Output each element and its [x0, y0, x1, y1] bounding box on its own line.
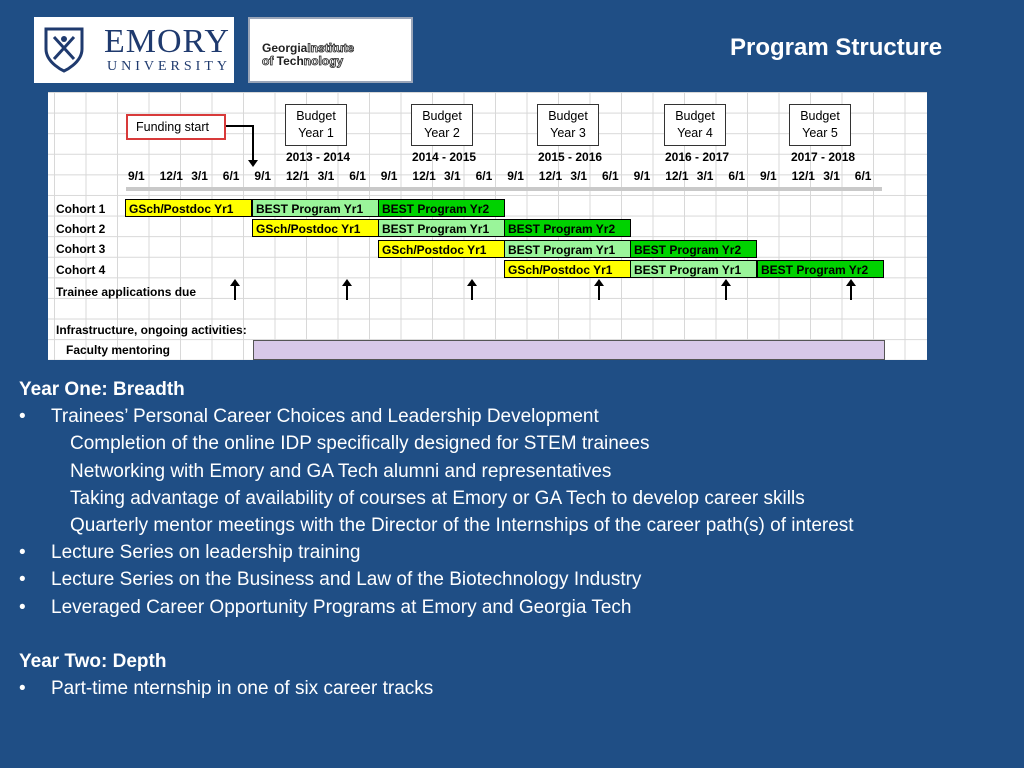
row-label-cohort-1: Cohort 1 — [56, 202, 106, 216]
cohort-3-gsch-bar: GSch/Postdoc Yr1 — [378, 240, 505, 258]
row-label-cohort-4: Cohort 4 — [56, 263, 106, 277]
cohort-4-best-yr2-bar: BEST Program Yr2 — [757, 260, 884, 278]
cohort-4-gsch-bar: GSch/Postdoc Yr1 — [504, 260, 631, 278]
cohort-1-gsch-bar: GSch/Postdoc Yr1 — [125, 199, 252, 217]
gt-logo-line1: GeorgiaInstitute — [262, 41, 355, 55]
budget-year-1-box: Budget Year 1 — [285, 104, 347, 146]
year-label: 2017 - 2018 — [791, 150, 856, 164]
faculty-mentoring-bar — [253, 340, 885, 360]
application-due-arrow-icon — [234, 284, 236, 300]
funding-start-box: Funding start — [126, 114, 226, 140]
emory-wordmark: EMORY — [104, 23, 230, 60]
bullet-item: • Lecture Series on leadership training — [19, 542, 361, 564]
timeline-tick-label: 6/1 — [349, 169, 366, 183]
timeline-axis-bar — [126, 187, 882, 191]
timeline-tick-label: 12/1 — [412, 169, 436, 183]
row-label-cohort-3: Cohort 3 — [56, 242, 106, 256]
timeline-tick-label: 12/1 — [538, 169, 563, 183]
faculty-mentoring-label: Faculty mentoring — [66, 343, 171, 357]
timeline-tick-label: 9/1 — [380, 169, 398, 183]
emory-university-logo — [34, 17, 234, 83]
timeline-tick-label: 12/1 — [791, 169, 815, 183]
bullet-item: • Trainees’ Personal Career Choices and Leadership Development — [19, 406, 599, 428]
year-label: 2015 - 2016 — [538, 150, 603, 164]
infrastructure-label: Infrastructure, ongoing activities: — [56, 323, 247, 337]
timeline-tick-label: 3/1 — [444, 169, 461, 183]
program-timeline-gantt — [48, 92, 927, 360]
year-two-heading: Year Two: Depth — [19, 651, 167, 673]
georgia-tech-logo — [248, 17, 413, 83]
timeline-tick-label: 3/1 — [823, 169, 840, 183]
cohort-4-best-yr1-bar: BEST Program Yr1 — [630, 260, 757, 278]
timeline-tick-label: 9/1 — [507, 169, 524, 183]
cohort-3-best-yr2-bar: BEST Program Yr2 — [630, 240, 757, 258]
cohort-1-best-yr1-bar: BEST Program Yr1 — [252, 199, 379, 217]
bullet-item: • Part-time nternship in one of six career tracks — [19, 678, 434, 700]
timeline-tick-label: 3/1 — [317, 169, 335, 183]
program-description — [19, 376, 1019, 702]
year-label: 2016 - 2017 — [665, 150, 730, 164]
timeline-tick-label: 6/1 — [728, 169, 746, 183]
cohort-2-best-yr1-bar: BEST Program Yr1 — [378, 219, 505, 237]
sub-item: Networking with Emory and GA Tech alumni and representatives — [70, 460, 612, 482]
budget-year-5-box: Budget Year 5 — [789, 104, 851, 146]
sub-item: Quarterly mentor meetings with the Director of the Internships of the career path(s) of interest — [70, 515, 854, 537]
cohort-2-best-yr2-bar: BEST Program Yr2 — [504, 219, 631, 237]
emory-shield-icon — [42, 25, 86, 75]
spacer — [19, 621, 1019, 648]
application-due-arrow-icon — [471, 284, 473, 300]
year-label: 2013 - 2014 — [286, 150, 351, 164]
timeline-tick-label: 3/1 — [696, 169, 714, 183]
timeline-tick-label: 3/1 — [191, 169, 208, 183]
application-due-arrow-icon — [598, 284, 600, 300]
timeline-tick-label: 6/1 — [602, 169, 619, 183]
funding-arrow-down-icon — [252, 125, 254, 161]
bullet-item: • Lecture Series on the Business and Law of the Biotechnology Industry — [19, 569, 642, 591]
timeline-tick-label: 3/1 — [570, 169, 588, 183]
application-due-arrow-icon — [850, 284, 852, 300]
timeline-tick-label: 12/1 — [159, 169, 183, 183]
timeline-tick-label: 9/1 — [633, 169, 651, 183]
emory-subtitle: UNIVERSITY — [107, 59, 231, 74]
year-one-heading: Year One: Breadth — [19, 379, 185, 400]
budget-year-4-box: Budget Year 4 — [664, 104, 726, 146]
year-label: 2014 - 2015 — [412, 150, 477, 164]
timeline-tick-label: 6/1 — [475, 169, 493, 183]
sub-item: Taking advantage of availability of courses at Emory or GA Tech to develop career skills — [70, 487, 805, 509]
timeline-tick-label: 12/1 — [665, 169, 689, 183]
budget-year-3-box: Budget Year 3 — [537, 104, 599, 146]
timeline-tick-label: 9/1 — [254, 169, 272, 183]
application-due-arrow-icon — [346, 284, 348, 300]
funding-connector-line — [226, 125, 254, 127]
timeline-tick-label: 6/1 — [854, 169, 872, 183]
cohort-1-best-yr2-bar: BEST Program Yr2 — [378, 199, 505, 217]
trainee-applications-label: Trainee applications due — [56, 285, 197, 299]
row-label-cohort-2: Cohort 2 — [56, 222, 106, 236]
page-title: Program Structure — [730, 34, 943, 61]
budget-year-2-box: Budget Year 2 — [411, 104, 473, 146]
cohort-2-gsch-bar: GSch/Postdoc Yr1 — [252, 219, 379, 237]
application-due-arrow-icon — [725, 284, 727, 300]
gt-logo-line2: of Technology — [262, 54, 344, 68]
cohort-3-best-yr1-bar: BEST Program Yr1 — [504, 240, 631, 258]
bullet-item: • Leveraged Career Opportunity Programs at Emory and Georgia Tech — [19, 596, 632, 618]
sub-item: Completion of the online IDP specifically designed for STEM trainees — [70, 433, 650, 455]
timeline-tick-label: 12/1 — [286, 169, 310, 183]
timeline-tick-label: 6/1 — [222, 169, 240, 183]
timeline-tick-label: 9/1 — [760, 169, 777, 183]
timeline-tick-label: 9/1 — [128, 169, 145, 183]
